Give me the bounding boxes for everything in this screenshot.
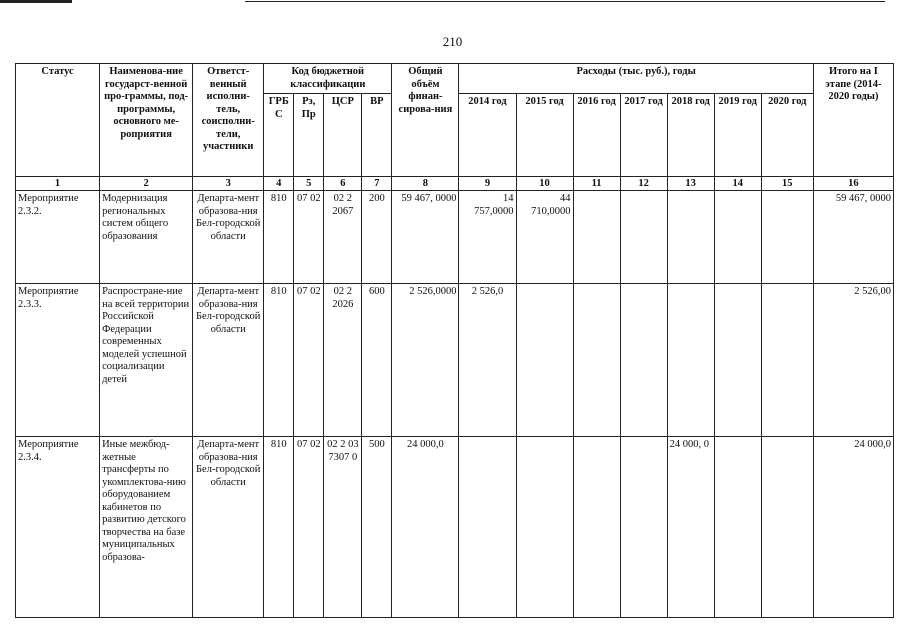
column-number: 9 — [459, 177, 516, 191]
cell-2015 — [516, 437, 573, 618]
cell-csr: 02 2 2067 — [324, 191, 362, 284]
header-year-2019: 2019 год — [714, 94, 761, 177]
cell-2017 — [620, 437, 667, 618]
cell-2015: 44 710,0000 — [516, 191, 573, 284]
cell-vr: 500 — [362, 437, 392, 618]
header-year-2016: 2016 год — [573, 94, 620, 177]
header-name: Наименова-ние государст-венной про-граммы, под-программы, основного ме-роприятия — [100, 64, 193, 177]
table-row — [16, 191, 894, 284]
column-number: 10 — [516, 177, 573, 191]
column-number: 13 — [667, 177, 714, 191]
cell-total: 24 000,0 — [392, 437, 459, 618]
column-number: 7 — [362, 177, 392, 191]
scan-edge-line — [245, 1, 885, 2]
cell-total: 59 467, 0000 — [392, 191, 459, 284]
cell-2019 — [714, 191, 761, 284]
column-number: 16 — [813, 177, 893, 191]
cell-name: Распростране-ние на всей территории Российской Федерации современных моделей успешной социализации детей — [100, 284, 193, 437]
cell-name: Модернизация региональных систем общего образования — [100, 191, 193, 284]
cell-total: 2 526,0000 — [392, 284, 459, 437]
header-year-2017: 2017 год — [620, 94, 667, 177]
column-number: 8 — [392, 177, 459, 191]
budget-table — [15, 63, 894, 618]
cell-csr: 02 2 03 7307 0 — [324, 437, 362, 618]
column-number: 2 — [100, 177, 193, 191]
cell-2016 — [573, 284, 620, 437]
scan-edge-line — [0, 0, 72, 3]
cell-grbs: 810 — [264, 191, 294, 284]
cell-grbs: 810 — [264, 437, 294, 618]
cell-2018 — [667, 284, 714, 437]
cell-2020 — [761, 284, 813, 437]
header-year-2014: 2014 год — [459, 94, 516, 177]
column-number: 4 — [264, 177, 294, 191]
cell-2014: 2 526,0 — [459, 284, 516, 437]
cell-status: Мероприятие 2.3.2. — [16, 191, 100, 284]
cell-name: Иные межбюд-жетные трансферты по укомплектова-нию оборудованием кабинетов по развитию детского творчества на базе муниципальных образова- — [100, 437, 193, 618]
header-year-2020: 2020 год — [761, 94, 813, 177]
column-number: 5 — [294, 177, 324, 191]
table-row — [16, 437, 894, 618]
column-number: 11 — [573, 177, 620, 191]
cell-2016 — [573, 191, 620, 284]
cell-vr: 200 — [362, 191, 392, 284]
cell-2014 — [459, 437, 516, 618]
header-year-2015: 2015 год — [516, 94, 573, 177]
column-number: 15 — [761, 177, 813, 191]
cell-2016 — [573, 437, 620, 618]
cell-2017 — [620, 191, 667, 284]
header-csr: ЦСР — [324, 94, 362, 177]
header-budget-code: Код бюджетной классификации — [264, 64, 392, 94]
header-rzpr: Рз, Пр — [294, 94, 324, 177]
column-number: 1 — [16, 177, 100, 191]
header-stage-total: Итого на I этапе (2014-2020 годы) — [813, 64, 893, 177]
cell-2020 — [761, 191, 813, 284]
page-number: 210 — [442, 34, 463, 49]
cell-responsible: Департа-мент образова-ния Бел-городской области — [193, 284, 264, 437]
cell-2018 — [667, 191, 714, 284]
cell-2017 — [620, 284, 667, 437]
cell-2015 — [516, 284, 573, 437]
header-year-2018: 2018 год — [667, 94, 714, 177]
cell-rzpr: 07 02 — [294, 437, 324, 618]
cell-2019 — [714, 284, 761, 437]
column-number: 12 — [620, 177, 667, 191]
cell-stage-total: 24 000,0 — [813, 437, 893, 618]
header-grbs: ГРБ С — [264, 94, 294, 177]
cell-rzpr: 07 02 — [294, 284, 324, 437]
column-number: 6 — [324, 177, 362, 191]
cell-responsible: Департа-мент образова-ния Бел-городской области — [193, 437, 264, 618]
column-number: 3 — [193, 177, 264, 191]
cell-stage-total: 2 526,00 — [813, 284, 893, 437]
cell-rzpr: 07 02 — [294, 191, 324, 284]
cell-2014: 14 757,0000 — [459, 191, 516, 284]
cell-2019 — [714, 437, 761, 618]
table-row — [16, 284, 894, 437]
header-vr: ВР — [362, 94, 392, 177]
header-expenses: Расходы (тыс. руб.), годы — [459, 64, 813, 94]
cell-stage-total: 59 467, 0000 — [813, 191, 893, 284]
cell-2018: 24 000, 0 — [667, 437, 714, 618]
column-number: 14 — [714, 177, 761, 191]
cell-vr: 600 — [362, 284, 392, 437]
cell-status: Мероприятие 2.3.4. — [16, 437, 100, 618]
cell-2020 — [761, 437, 813, 618]
cell-responsible: Департа-мент образова-ния Бел-городской области — [193, 191, 264, 284]
cell-csr: 02 2 2026 — [324, 284, 362, 437]
header-responsible: Ответст-венный исполни-тель, соисполни-тели, участники — [193, 64, 264, 177]
header-status: Статус — [16, 64, 100, 177]
cell-grbs: 810 — [264, 284, 294, 437]
header-total-volume: Общий объём финан-сирова-ния — [392, 64, 459, 177]
cell-status: Мероприятие 2.3.3. — [16, 284, 100, 437]
